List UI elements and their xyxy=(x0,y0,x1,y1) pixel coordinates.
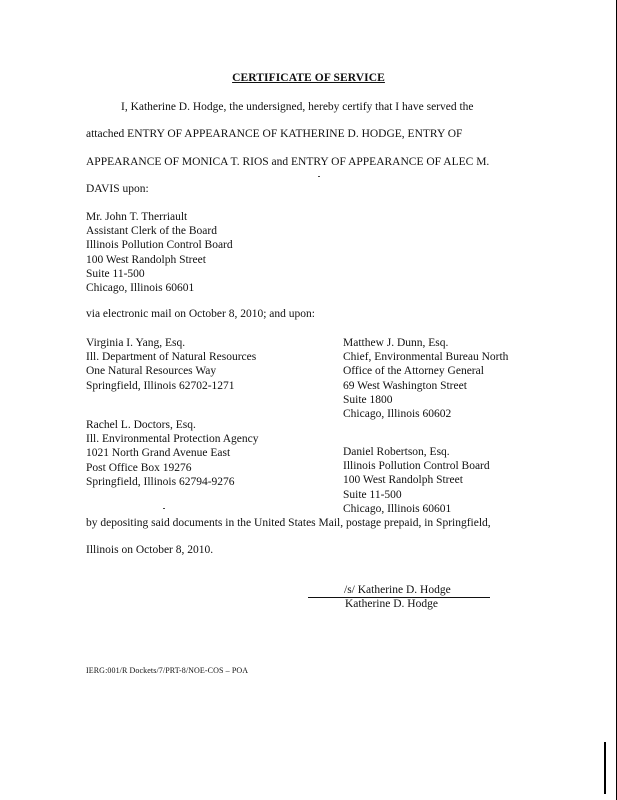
recipient-address-dunn xyxy=(343,336,508,421)
closing-line-1: by depositing said documents in the United States Mail, postage prepaid, in Springfield, xyxy=(86,517,491,529)
address-line: Suite 11-500 xyxy=(86,267,145,280)
body-line-3: APPEARANCE OF MONICA T. RIOS and ENTRY OF APPEARANCE OF ALEC M. xyxy=(86,156,490,168)
signature-line: /s/ Katherine D. Hodge xyxy=(308,584,490,598)
document-title: CERTIFICATE OF SERVICE xyxy=(232,72,385,84)
address-line: Suite 1800 xyxy=(343,393,393,406)
first-recipient-address xyxy=(86,210,233,295)
address-line: Chicago, Illinois 60601 xyxy=(343,502,452,515)
address-line: Ill. Environmental Protection Agency xyxy=(86,433,259,446)
scan-speck xyxy=(318,176,320,177)
body-line-1: I, Katherine D. Hodge, the undersigned, hereby certify that I have served the xyxy=(121,101,474,113)
scan-speck xyxy=(163,508,165,509)
address-line: 100 West Randolph Street xyxy=(343,474,463,487)
address-line: Virginia I. Yang, Esq. xyxy=(86,337,186,349)
address-line: Springfield, Illinois 62702-1271 xyxy=(86,379,235,392)
address-line: One Natural Resources Way xyxy=(86,365,217,378)
scan-mark xyxy=(604,742,606,794)
recipient-address-doctors xyxy=(86,418,258,489)
address-line: Chicago, Illinois 60601 xyxy=(86,282,195,295)
address-line: Suite 11-500 xyxy=(343,488,402,501)
closing-line-2: Illinois on October 8, 2010. xyxy=(86,544,214,556)
address-line: Chief, Environmental Bureau North xyxy=(343,351,509,364)
address-line: Springfield, Illinois 62794-9276 xyxy=(86,475,235,488)
address-line: Matthew J. Dunn, Esq. xyxy=(343,337,449,349)
address-line: Mr. John T. Therriault xyxy=(86,211,188,223)
body-line-4: DAVIS upon: xyxy=(86,183,149,195)
address-line: 69 West Washington Street xyxy=(343,379,467,392)
address-line: 1021 North Grand Avenue East xyxy=(86,447,231,460)
address-line: 100 West Randolph Street xyxy=(86,253,206,266)
recipient-address-yang xyxy=(86,336,256,393)
address-line: Ill. Department of Natural Resources xyxy=(86,351,257,364)
address-line: Rachel L. Doctors, Esq. xyxy=(86,419,196,431)
body-line-2: attached ENTRY OF APPEARANCE OF KATHERINE D. HODGE, ENTRY OF xyxy=(86,128,463,140)
address-line: Daniel Robertson, Esq. xyxy=(343,446,450,458)
address-line: Post Office Box 19276 xyxy=(86,461,192,474)
address-line: Illinois Pollution Control Board xyxy=(86,239,233,252)
address-line: Assistant Clerk of the Board xyxy=(86,225,217,238)
signatory-name: Katherine D. Hodge xyxy=(345,598,438,610)
address-line: Office of the Attorney General xyxy=(343,365,484,378)
recipient-address-robertson xyxy=(343,445,490,516)
address-line: Illinois Pollution Control Board xyxy=(343,460,490,473)
document-footer-code: IERG:001/R Dockets/7/PRT-8/NOE-COS – POA xyxy=(86,666,249,675)
via-line: via electronic mail on October 8, 2010; and upon: xyxy=(86,308,315,320)
address-line: Chicago, Illinois 60602 xyxy=(343,408,452,421)
